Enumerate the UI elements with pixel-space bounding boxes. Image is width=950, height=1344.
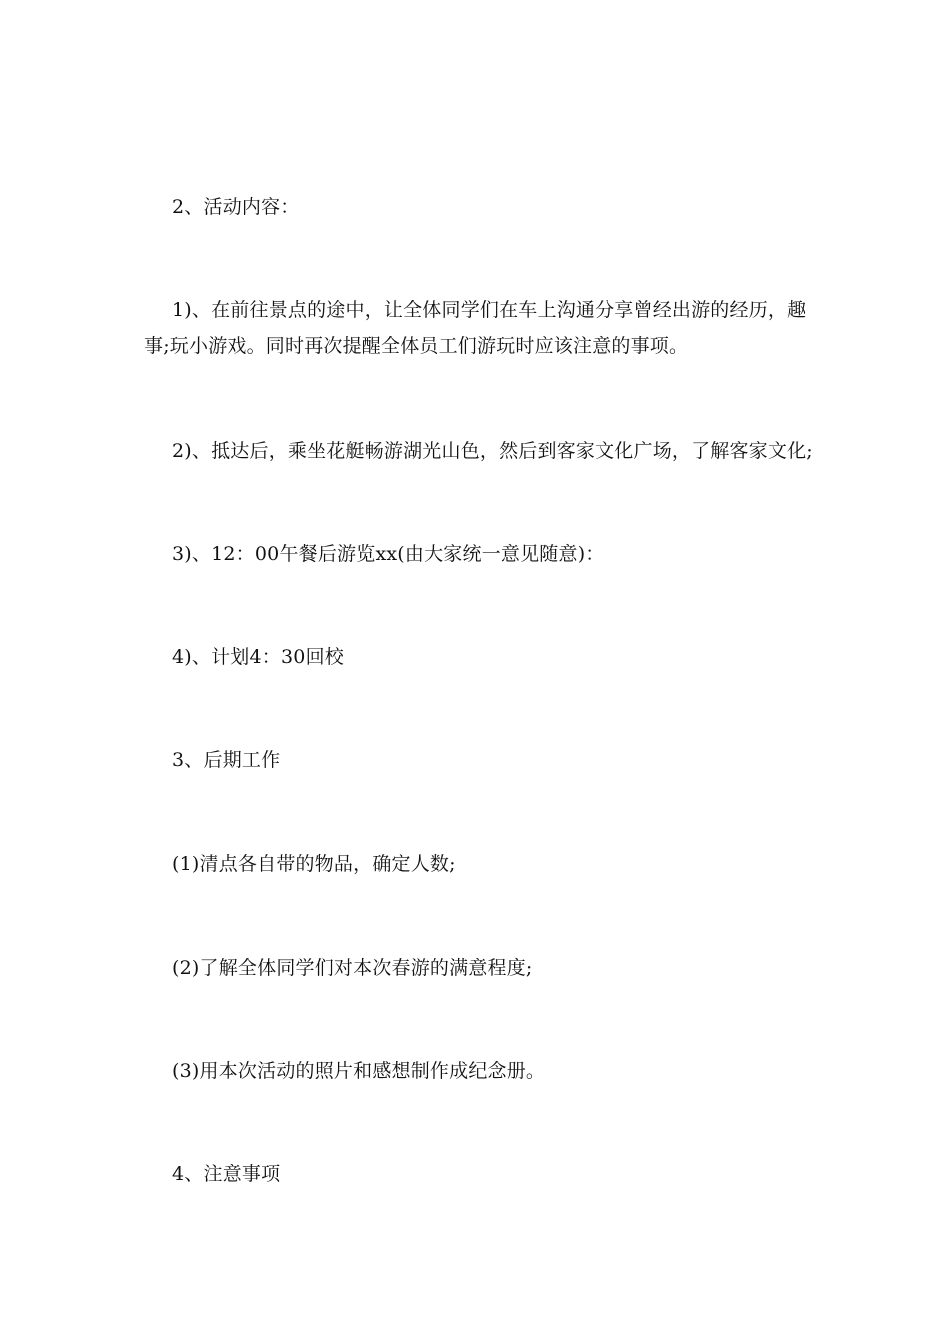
paragraph-item-3: 3)、12：00午餐后游览xx(由大家统一意见随意)： (172, 543, 605, 565)
paragraph-item-2: 2)、抵达后，乘坐花艇畅游湖光山色，然后到客家文化广场，了解客家文化; (172, 440, 813, 462)
list-item-follow-up-3: (3)用本次活动的照片和感想制作成纪念册。 (172, 1060, 546, 1082)
section-heading-activity-content: 2、活动内容： (172, 196, 300, 218)
section-heading-follow-up-work: 3、后期工作 (172, 749, 281, 771)
paragraph-item-4: 4)、计划4：30回校 (172, 646, 344, 668)
list-item-follow-up-1: (1)清点各自带的物品，确定人数; (172, 853, 456, 875)
section-heading-notes: 4、注意事项 (172, 1163, 281, 1185)
paragraph-item-1-line-1: 1)、在前往景点的途中，让全体同学们在车上沟通分享曾经出游的经历，趣 (172, 299, 807, 321)
list-item-follow-up-2: (2)了解全体同学们对本次春游的满意程度; (172, 957, 533, 979)
paragraph-item-1-line-2: 事;玩小游戏。同时再次提醒全体员工们游玩时应该注意的事项。 (144, 335, 689, 357)
